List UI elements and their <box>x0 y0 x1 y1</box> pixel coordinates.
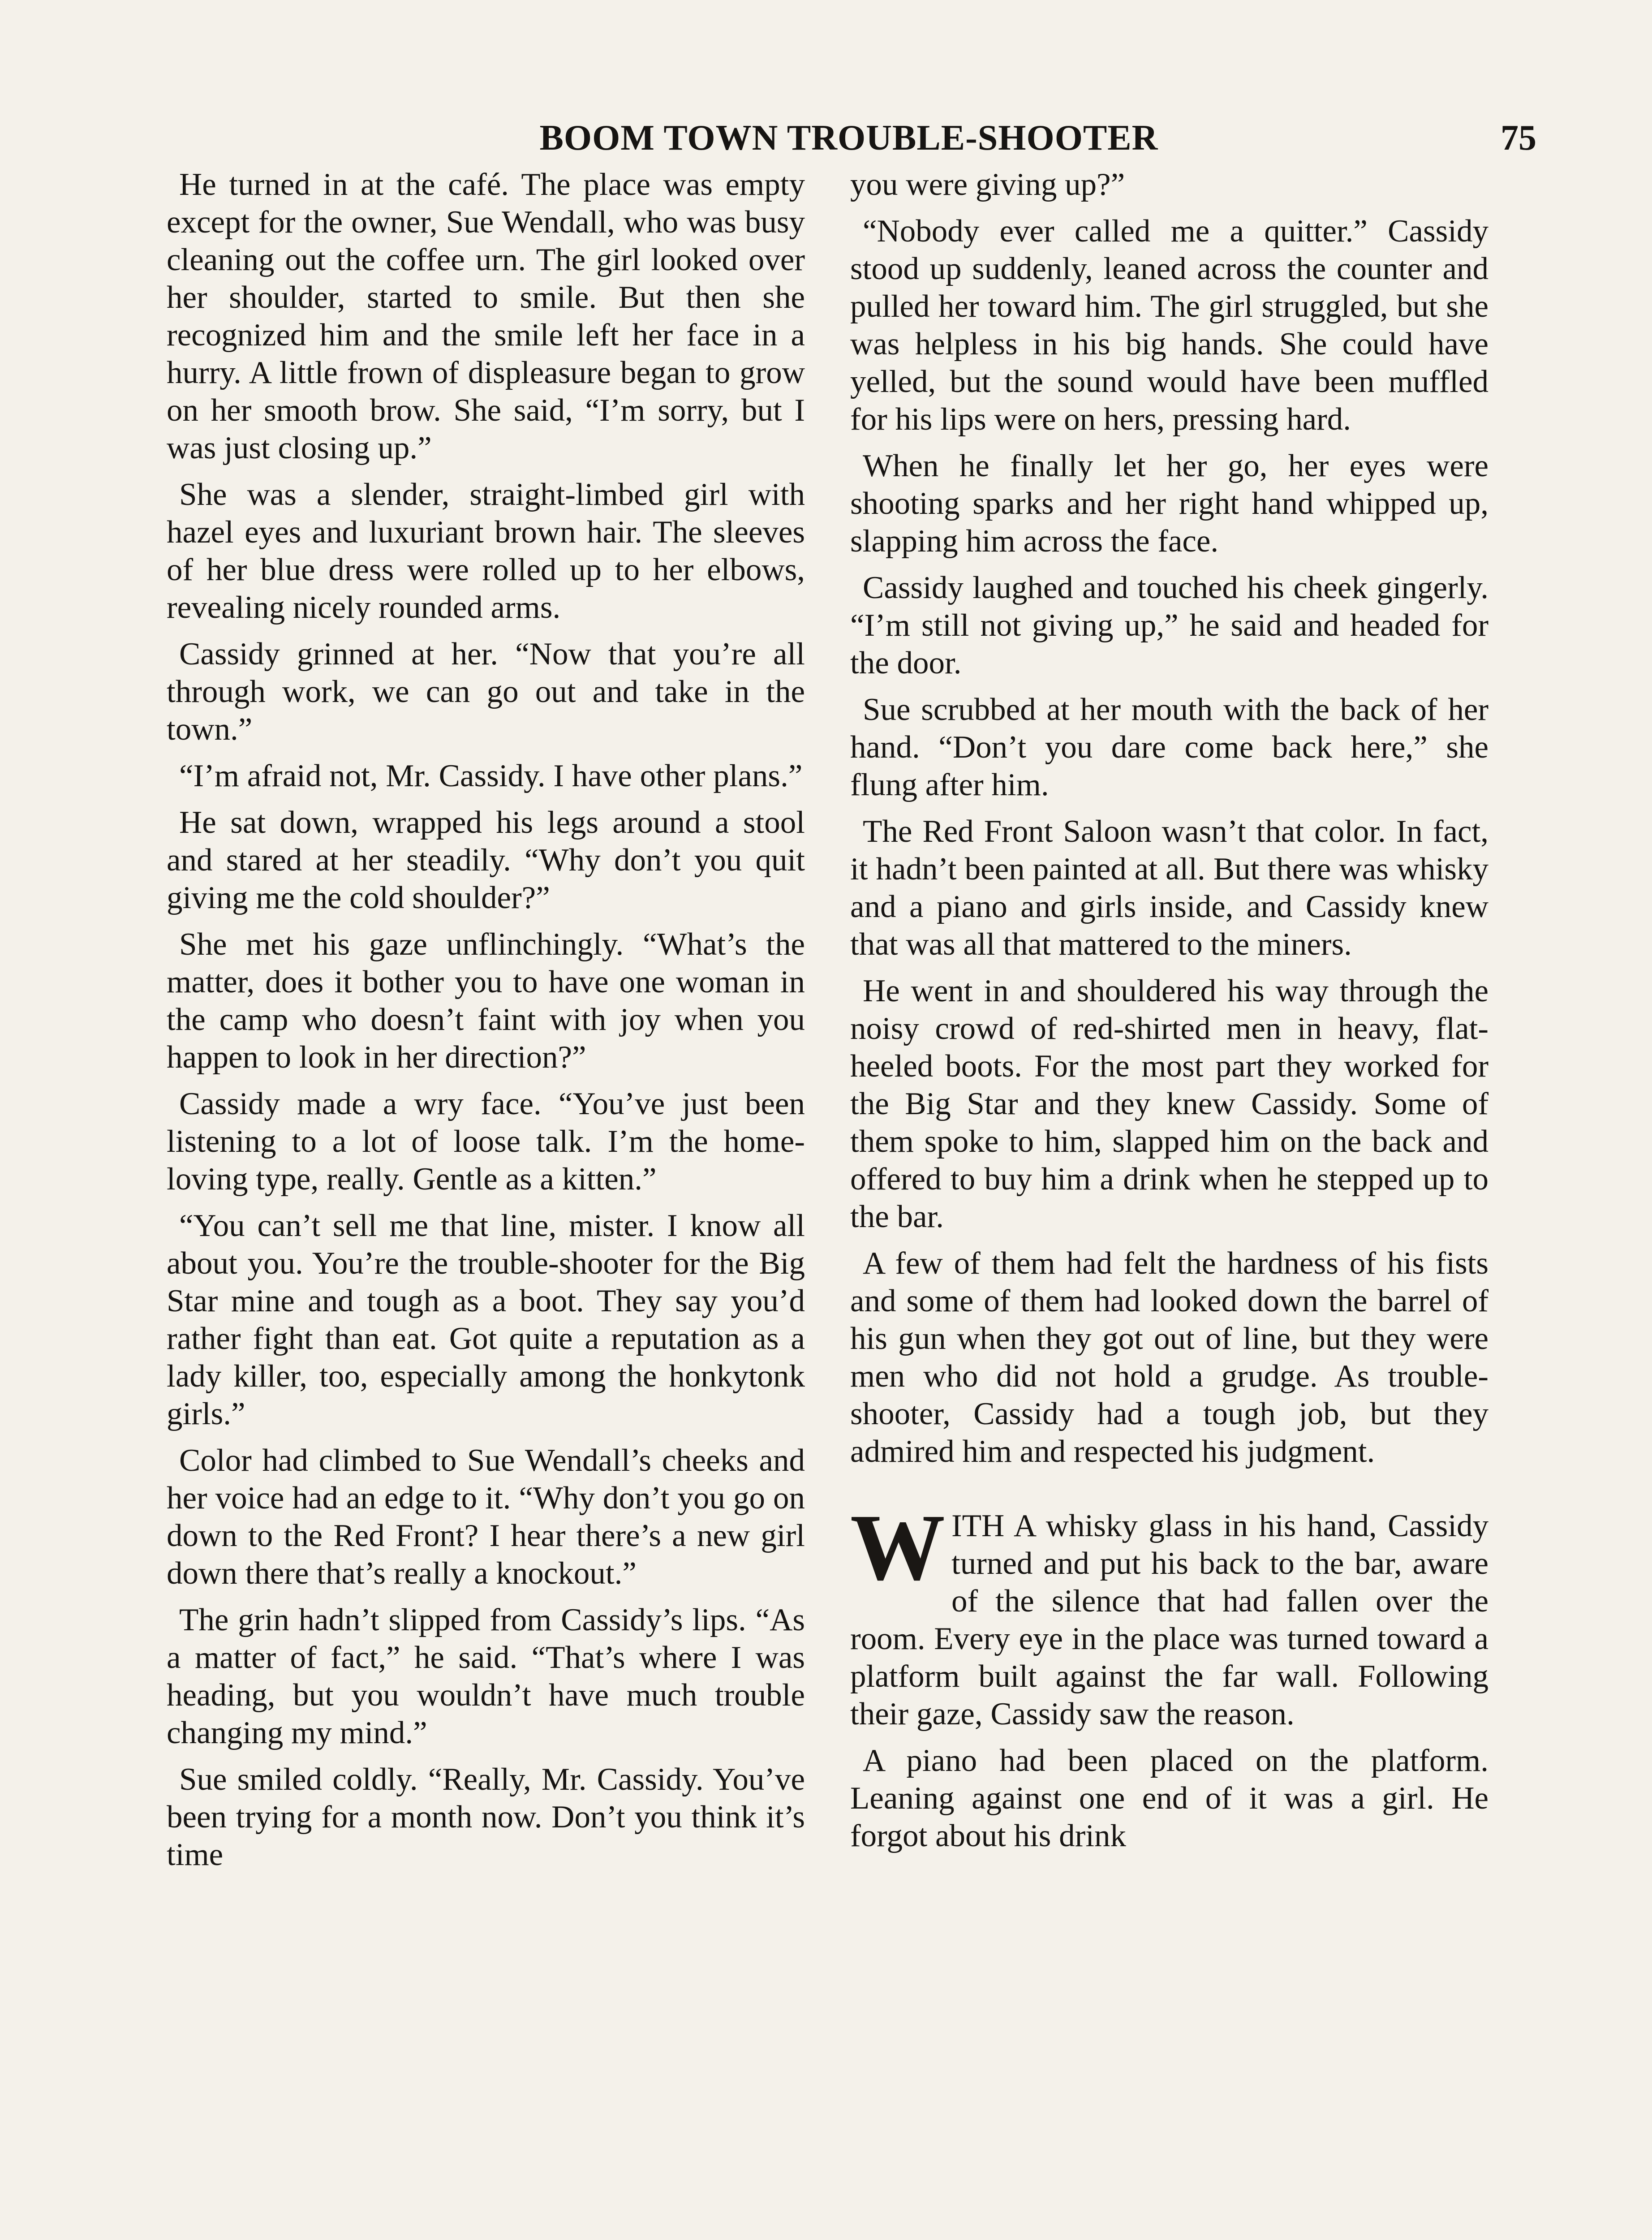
paragraph: “Nobody ever called me a quitter.” Cassidy stood up suddenly, leaned across the counter and pulled her toward him. The girl struggled, but she was helpless in his big hands. She could have yelled, but the sound would have been muffled for his lips were on hers, pressing hard. <box>850 214 1489 437</box>
page-number: 75 <box>1501 118 1536 158</box>
paragraph: He turned in at the café. The place was empty except for the owner, Sue Wendall, who was busy cleaning out the coffee urn. The girl looked over her shoulder, started to smile. But then she recognized him and the smile left her face in a hurry. A little frown of displeasure began to grow on her smooth brow. She said, “I’m sorry, but I was just closing up.” <box>167 167 805 465</box>
paragraph: A few of them had felt the hardness of his fists and some of them had looked down the barrel of his gun when they got out of line, but they were men who did not hold a grudge. As trouble-shooter, Cassidy had a tough job, but they admired him and respected his judgment. <box>850 1246 1489 1469</box>
paragraph: She met his gaze unflinchingly. “What’s the matter, does it bother you to have one woman in the camp who doesn’t faint with joy when you happen to look in her direction?” <box>167 927 805 1075</box>
paragraph: The Red Front Saloon wasn’t that color. In fact, it hadn’t been painted at all. But there was whisky and a piano and girls inside, and Cassidy knew that was all that mattered to the miners. <box>850 814 1489 962</box>
dropcap-letter: W <box>850 1495 945 1600</box>
dropcap-paragraph <box>850 1495 1489 1733</box>
right-column <box>850 166 1489 1864</box>
paragraph: When he finally let her go, her eyes were shooting sparks and her right hand whipped up, slapping him across the face. <box>850 448 1489 559</box>
continuation-line: you were giving up?” <box>850 167 1125 202</box>
paragraph: He sat down, wrapped his legs around a stool and stared at her steadily. “Why don’t you quit giving me the cold shoulder?” <box>167 805 805 915</box>
paragraph: A piano had been placed on the platform. Leaning against one end of it was a girl. He forgot about his drink <box>850 1743 1489 1853</box>
dropcap-paragraph-text: ITH A whisky glass in his hand, Cassidy turned and put his back to the bar, aware of the silence that had fallen over the room. Every eye in the place was turned toward a platform built against the far wall. Following their gaze, Cassidy saw the reason. <box>850 1508 1489 1732</box>
page-header <box>161 116 1536 165</box>
paragraph: Color had climbed to Sue Wendall’s cheeks and her voice had an edge to it. “Why don’t you go on down to the Red Front? I hear there’s a new girl down there that’s really a knockout.” <box>167 1443 805 1591</box>
paragraph: Sue smiled coldly. “Really, Mr. Cassidy. You’ve been trying for a month now. Don’t you think it’s time <box>167 1762 805 1872</box>
paragraph: “You can’t sell me that line, mister. I know all about you. You’re the trouble-shooter for the Big Star mine and tough as a boot. They say you’d rather fight than eat. Got quite a reputation as a lady killer, too, especially among the honkytonk girls.” <box>167 1208 805 1431</box>
paragraph: He went in and shouldered his way through the noisy crowd of red-shirted men in heavy, flat-heeled boots. For the most part they worked for the Big Star and they knew Cassidy. Some of them spoke to him, slapped him on the back and offered to buy him a drink when he stepped up to the bar. <box>850 974 1489 1234</box>
running-title: BOOM TOWN TROUBLE-SHOOTER <box>539 118 1158 158</box>
section-break <box>850 1479 1489 1507</box>
paragraph: She was a slender, straight-limbed girl with hazel eyes and luxuriant brown hair. The sleeves of her blue dress were rolled up to her elbows, revealing nicely rounded arms. <box>167 477 805 625</box>
paragraph: Sue scrubbed at her mouth with the back of her hand. “Don’t you dare come back here,” she flung after him. <box>850 692 1489 802</box>
paragraph: “I’m afraid not, Mr. Cassidy. I have other plans.” <box>179 758 803 793</box>
paragraph: Cassidy laughed and touched his cheek gingerly. “I’m still not giving up,” he said and headed for the door. <box>850 570 1489 681</box>
paragraph: Cassidy made a wry face. “You’ve just been listening to a lot of loose talk. I’m the home-loving type, really. Gentle as a kitten.” <box>167 1086 805 1197</box>
paragraph: The grin hadn’t slipped from Cassidy’s lips. “As a matter of fact,” he said. “That’s where I was heading, but you wouldn’t have much trouble changing my mind.” <box>167 1602 805 1750</box>
paragraph: Cassidy grinned at her. “Now that you’re all through work, we can go out and take in the town.” <box>167 637 805 747</box>
left-column <box>167 166 805 1882</box>
